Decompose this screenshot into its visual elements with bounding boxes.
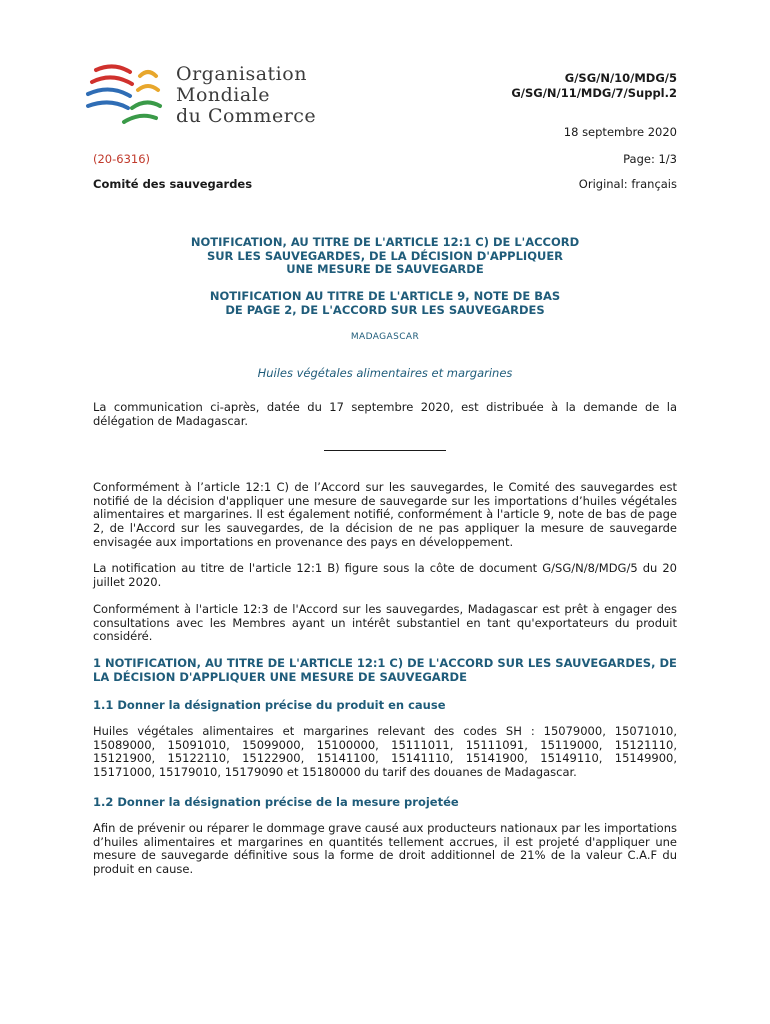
reference-1: G/SG/N/10/MDG/5 xyxy=(564,71,677,85)
paragraph-1: Conformément à l’article 12:1 C) de l’Accord sur les sauvegardes, le Comité des sauvegardes est notifié de la décision d'appliquer une mesure de sauvegarde sur les importations d’huiles végétales alimentaires et margarines. Il est également notifié, conformément à l'article 9, note de bas de page 2, de l'Accord sur les sauvegardes, de la décision de ne pas appliquer la mesure de sauvegarde envisagée aux importations en provenance des pays en développement. xyxy=(93,480,677,549)
original-language: Original: français xyxy=(578,177,677,191)
paragraph-3: Conformément à l'article 12:3 de l'Accord sur les sauvegardes, Madagascar est prêt à engager des consultations avec les Membres ayant un intérêt substantiel en tant qu'exportateurs du produit considéré. xyxy=(93,602,677,644)
wto-logo-icon xyxy=(84,60,164,128)
intro-paragraph: La communication ci-après, datée du 17 septembre 2020, est distribuée à la demande de la délégation de Madagascar. xyxy=(93,400,677,428)
paragraph-4: Huiles végétales alimentaires et margarines relevant des codes SH : 15079000, 15071010, 15089000, 15091010, 15099000, 15100000, 15111011, 15111091, 15119000, 15121110, 15121900, 15122110, 15122900, 15141100, 15141110, 15141900, 15149110, 15149900, 15171000, 15179010, 15179090 et 15180000 du tarif des douanes de Madagascar. xyxy=(93,724,677,780)
org-line-3: du Commerce xyxy=(176,105,317,127)
title2-line-1: NOTIFICATION AU TITRE DE L'ARTICLE 9, NOTE DE BAS xyxy=(209,289,561,303)
document-references xyxy=(511,71,677,101)
country-name: MADAGASCAR xyxy=(350,332,420,342)
organisation-name xyxy=(176,64,316,127)
committee-name: Comité des sauvegardes xyxy=(93,177,253,191)
section-1-1-heading: 1.1 Donner la désignation précise du produit en cause xyxy=(93,698,446,712)
title1-line-1: NOTIFICATION, AU TITRE DE L'ARTICLE 12:1 C) DE L'ACCORD xyxy=(190,235,580,249)
notification-title-2 xyxy=(93,290,677,317)
reference-2: G/SG/N/11/MDG/7/Suppl.2 xyxy=(511,86,677,100)
notification-title-1 xyxy=(93,236,677,277)
product-name: Huiles végétales alimentaires et margarines xyxy=(257,366,513,380)
section-1-heading: 1 NOTIFICATION, AU TITRE DE L'ARTICLE 12:1 C) DE L'ACCORD SUR LES SAUVEGARDES, DE LA DÉCISION D'APPLIQUER UNE MESURE DE SAUVEGARDE xyxy=(93,656,677,684)
org-line-1: Organisation xyxy=(176,63,307,85)
document-date: 18 septembre 2020 xyxy=(563,125,677,139)
title1-line-2: SUR LES SAUVEGARDES, DE LA DÉCISION D'APPLIQUER xyxy=(206,248,564,263)
paragraph-5: Afin de prévenir ou réparer le dommage grave causé aux producteurs nationaux par les importations d’huiles alimentaires et margarines en quantités tellement accrues, il est projeté d'appliquer une mesure de sauvegarde définitive sous la forme de droit additionnel de 21% de la valeur C.A.F du produit en cause. xyxy=(93,821,677,877)
separator-line xyxy=(324,450,446,451)
org-line-2: Mondiale xyxy=(176,84,271,106)
title1-line-3: UNE MESURE DE SAUVEGARDE xyxy=(286,262,484,276)
section-1-2-heading: 1.2 Donner la désignation précise de la mesure projetée xyxy=(93,795,459,809)
page-indicator: Page: 1/3 xyxy=(623,152,677,166)
document-number: (20-6316) xyxy=(93,152,151,166)
paragraph-2: La notification au titre de l'article 12:1 B) figure sous la côte de document G/SG/N/8/MDG/5 du 20 juillet 2020. xyxy=(93,561,677,589)
title2-line-2: DE PAGE 2, DE L'ACCORD SUR LES SAUVEGARDES xyxy=(225,302,545,317)
